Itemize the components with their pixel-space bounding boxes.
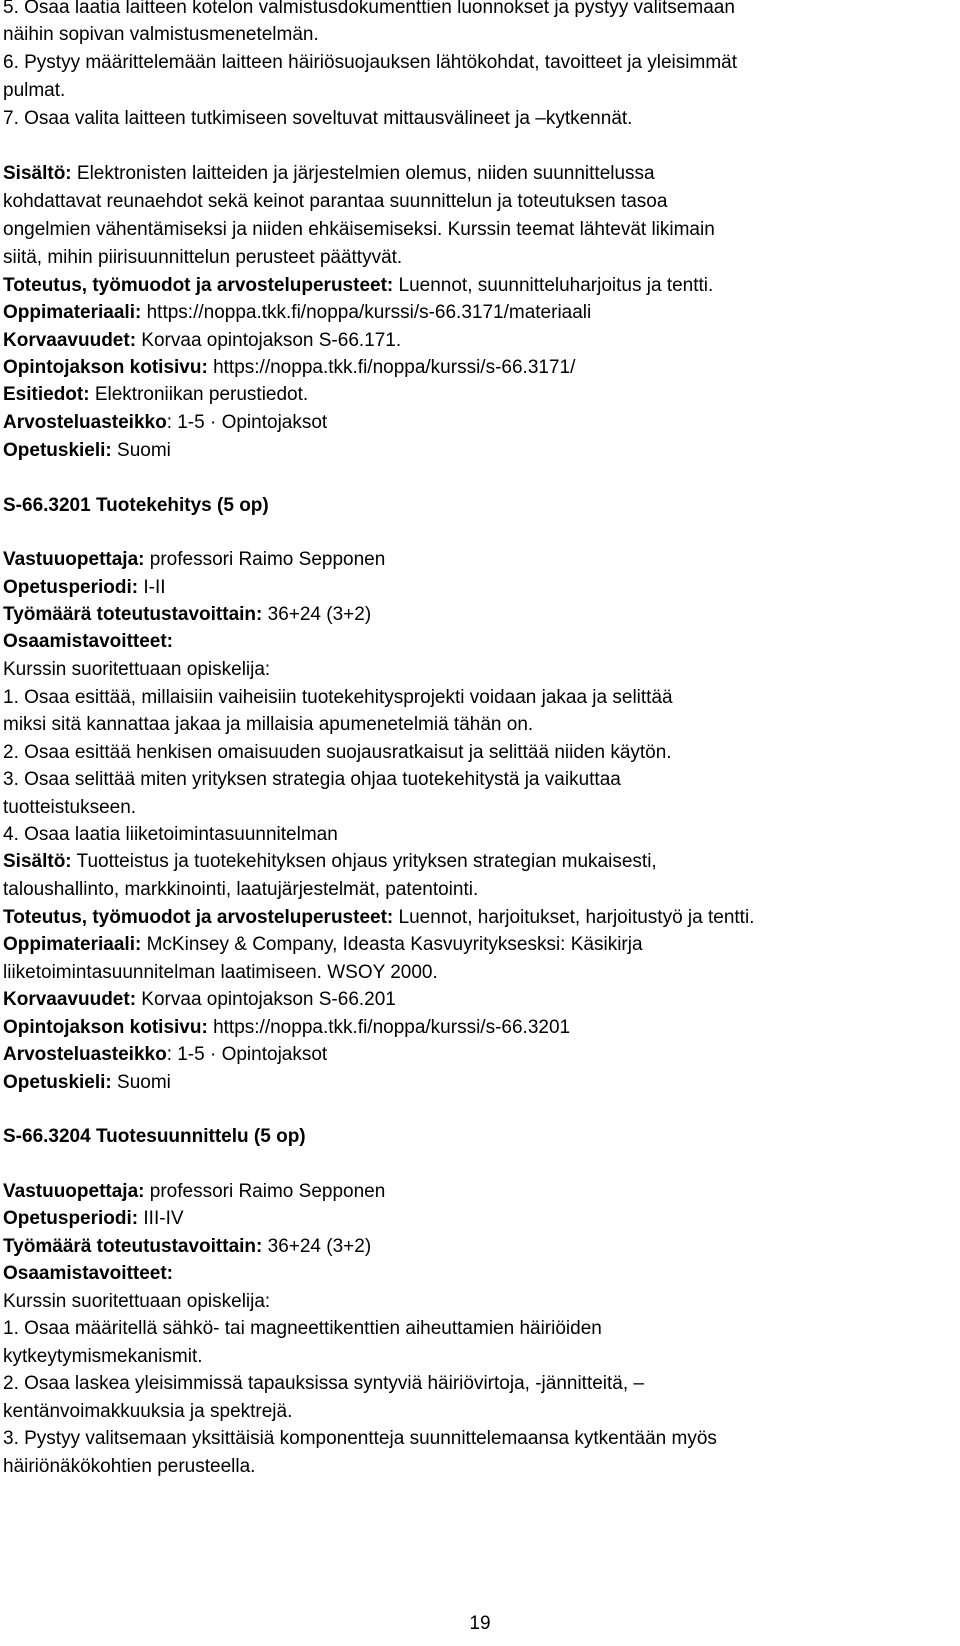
outcome-4: 4. Osaa laatia liiketoimintasuunnitelman — [3, 824, 338, 845]
implementation-label: Toteutus, työmuodot ja arvosteluperusteet: — [3, 275, 394, 296]
workload-label: Työmäärä toteutustavoittain: — [3, 604, 263, 625]
workload-line — [3, 1233, 371, 1260]
homepage-line — [3, 354, 575, 381]
replacements-line — [3, 327, 401, 354]
language-line — [3, 437, 171, 464]
materials-value: McKinsey & Company, Ideasta Kasvuyrityksesksi: Käsikirja — [141, 934, 643, 955]
outcome-3-line-2: häiriönäkökohtien perusteella. — [3, 1456, 256, 1477]
content-text: Elektronisten laitteiden ja järjestelmien olemus, niiden suunnittelussa — [71, 163, 655, 184]
goal-5-line-2: näihin sopivan valmistusmenetelmän. — [3, 24, 319, 45]
replacements-value: Korvaa opintojakson S-66.171. — [136, 330, 402, 351]
responsible-teacher-value: professori Raimo Sepponen — [144, 1181, 386, 1202]
responsible-teacher-line — [3, 1178, 385, 1205]
content-line-2: kohdattavat reunaehdot sekä keinot parantaa suunnittelun ja toteutuksen tasoa — [3, 191, 668, 212]
grading-line — [3, 1041, 327, 1068]
replacements-label: Korvaavuudet: — [3, 330, 137, 351]
responsible-teacher-line — [3, 546, 385, 573]
goal-6-line-2: pulmat. — [3, 80, 66, 101]
implementation-value: Luennot, harjoitukset, harjoitustyö ja tentti. — [393, 907, 755, 928]
outcome-2-line-2: kentänvoimakkuuksia ja spektrejä. — [3, 1401, 293, 1422]
outcome-2-line-1: 2. Osaa laskea yleisimmissä tapauksissa syntyviä häiriövirtoja, -jännitteitä, – — [3, 1373, 644, 1394]
goal-7-line: 7. Osaa valita laitteen tutkimiseen soveltuvat mittausvälineet ja –kytkennät. — [3, 108, 633, 129]
grading-line — [3, 409, 327, 436]
language-value: Suomi — [111, 440, 171, 461]
content-line-3: ongelmien vähentämiseksi ja niiden ehkäisemiseksi. Kurssin teemat lähtevät likimain — [3, 219, 715, 240]
language-label: Opetuskieli: — [3, 440, 112, 461]
language-value: Suomi — [111, 1072, 171, 1093]
content-line-1 — [3, 160, 655, 187]
outcome-1-line-1: 1. Osaa määritellä sähkö- tai magneettikenttien aiheuttamien häiriöiden — [3, 1318, 602, 1339]
teaching-period-label: Opetusperiodi: — [3, 1208, 139, 1229]
outcome-3-line-1: 3. Osaa selittää miten yrityksen strategia ohjaa tuotekehitystä ja vaikuttaa — [3, 769, 621, 790]
teaching-period-line — [3, 574, 166, 601]
implementation-value: Luennot, suunnitteluharjoitus ja tentti. — [393, 275, 714, 296]
teaching-period-value: III-IV — [138, 1208, 184, 1229]
materials-line — [3, 299, 591, 326]
homepage-value: https://noppa.tkk.fi/noppa/kurssi/s-66.3171/ — [207, 357, 576, 378]
teaching-period-label: Opetusperiodi: — [3, 577, 139, 598]
materials-line-1 — [3, 931, 643, 958]
implementation-label: Toteutus, työmuodot ja arvosteluperusteet: — [3, 907, 394, 928]
implementation-line — [3, 904, 754, 931]
teaching-period-line — [3, 1205, 184, 1232]
goal-5-line-1: 5. Osaa laatia laitteen kotelon valmistusdokumenttien luonnokset ja pystyy valitsemaan — [3, 0, 735, 18]
content-line-2: taloushallinto, markkinointi, laatujärjestelmät, patentointi. — [3, 879, 479, 900]
content-text: Tuotteistus ja tuotekehityksen ohjaus yrityksen strategian mukaisesti, — [71, 851, 657, 872]
page-number: 19 — [469, 1613, 491, 1634]
learning-outcomes-label: Osaamistavoitteet: — [3, 631, 174, 652]
grading-value: : 1-5 · Opintojaksot — [166, 1044, 328, 1065]
materials-label: Oppimateriaali: — [3, 302, 142, 323]
language-label: Opetuskieli: — [3, 1072, 112, 1093]
responsible-teacher-value: professori Raimo Sepponen — [144, 549, 386, 570]
outcome-2: 2. Osaa esittää henkisen omaisuuden suojausratkaisut ja selittää niiden käytön. — [3, 742, 672, 763]
grading-value: : 1-5 · Opintojaksot — [166, 412, 328, 433]
responsible-teacher-label: Vastuuopettaja: — [3, 1181, 145, 1202]
homepage-value: https://noppa.tkk.fi/noppa/kurssi/s-66.3201 — [207, 1017, 571, 1038]
grading-label: Arvosteluasteikko — [3, 412, 167, 433]
homepage-label: Opintojakson kotisivu: — [3, 357, 208, 378]
outcome-3-line-1: 3. Pystyy valitsemaan yksittäisiä komponentteja suunnittelemaansa kytkentään myös — [3, 1428, 717, 1449]
outcome-1-line-2: miksi sitä kannattaa jakaa ja millaisia apumenetelmiä tähän on. — [3, 714, 534, 735]
workload-value: 36+24 (3+2) — [262, 604, 372, 625]
homepage-label: Opintojakson kotisivu: — [3, 1017, 208, 1038]
goal-6-line-1: 6. Pystyy määrittelemään laitteen häiriösuojauksen lähtökohdat, tavoitteet ja yleisimmät — [3, 52, 737, 73]
learning-outcomes-intro: Kurssin suoritettuaan opiskelija: — [3, 659, 271, 680]
content-line-1 — [3, 848, 657, 875]
prerequisites-label: Esitiedot: — [3, 384, 90, 405]
content-label: Sisältö: — [3, 163, 72, 184]
materials-line-2: liiketoimintasuunnitelman laatimiseen. WSOY 2000. — [3, 962, 438, 983]
course-title: S-66.3204 Tuotesuunnittelu (5 op) — [3, 1126, 306, 1147]
responsible-teacher-label: Vastuuopettaja: — [3, 549, 145, 570]
workload-value: 36+24 (3+2) — [262, 1236, 372, 1257]
grading-label: Arvosteluasteikko — [3, 1044, 167, 1065]
replacements-value: Korvaa opintojakson S-66.201 — [136, 989, 396, 1010]
homepage-line — [3, 1014, 570, 1041]
outcome-1-line-1: 1. Osaa esittää, millaisiin vaiheisiin tuotekehitysprojekti voidaan jakaa ja selittää — [3, 687, 673, 708]
prerequisites-value: Elektroniikan perustiedot. — [89, 384, 309, 405]
implementation-line — [3, 272, 713, 299]
outcome-1-line-2: kytkeytymismekanismit. — [3, 1346, 203, 1367]
learning-outcomes-intro: Kurssin suoritettuaan opiskelija: — [3, 1291, 271, 1312]
replacements-label: Korvaavuudet: — [3, 989, 137, 1010]
materials-value: https://noppa.tkk.fi/noppa/kurssi/s-66.3171/materiaali — [141, 302, 592, 323]
content-label: Sisältö: — [3, 851, 72, 872]
course-title: S-66.3201 Tuotekehitys (5 op) — [3, 495, 269, 516]
workload-label: Työmäärä toteutustavoittain: — [3, 1236, 263, 1257]
prerequisites-line — [3, 381, 308, 408]
teaching-period-value: I-II — [138, 577, 166, 598]
learning-outcomes-label: Osaamistavoitteet: — [3, 1263, 174, 1284]
language-line — [3, 1069, 171, 1096]
content-line-4: siitä, mihin piirisuunnittelun perusteet päättyvät. — [3, 247, 403, 268]
replacements-line — [3, 986, 396, 1013]
outcome-3-line-2: tuotteistukseen. — [3, 797, 137, 818]
materials-label: Oppimateriaali: — [3, 934, 142, 955]
workload-line — [3, 601, 371, 628]
